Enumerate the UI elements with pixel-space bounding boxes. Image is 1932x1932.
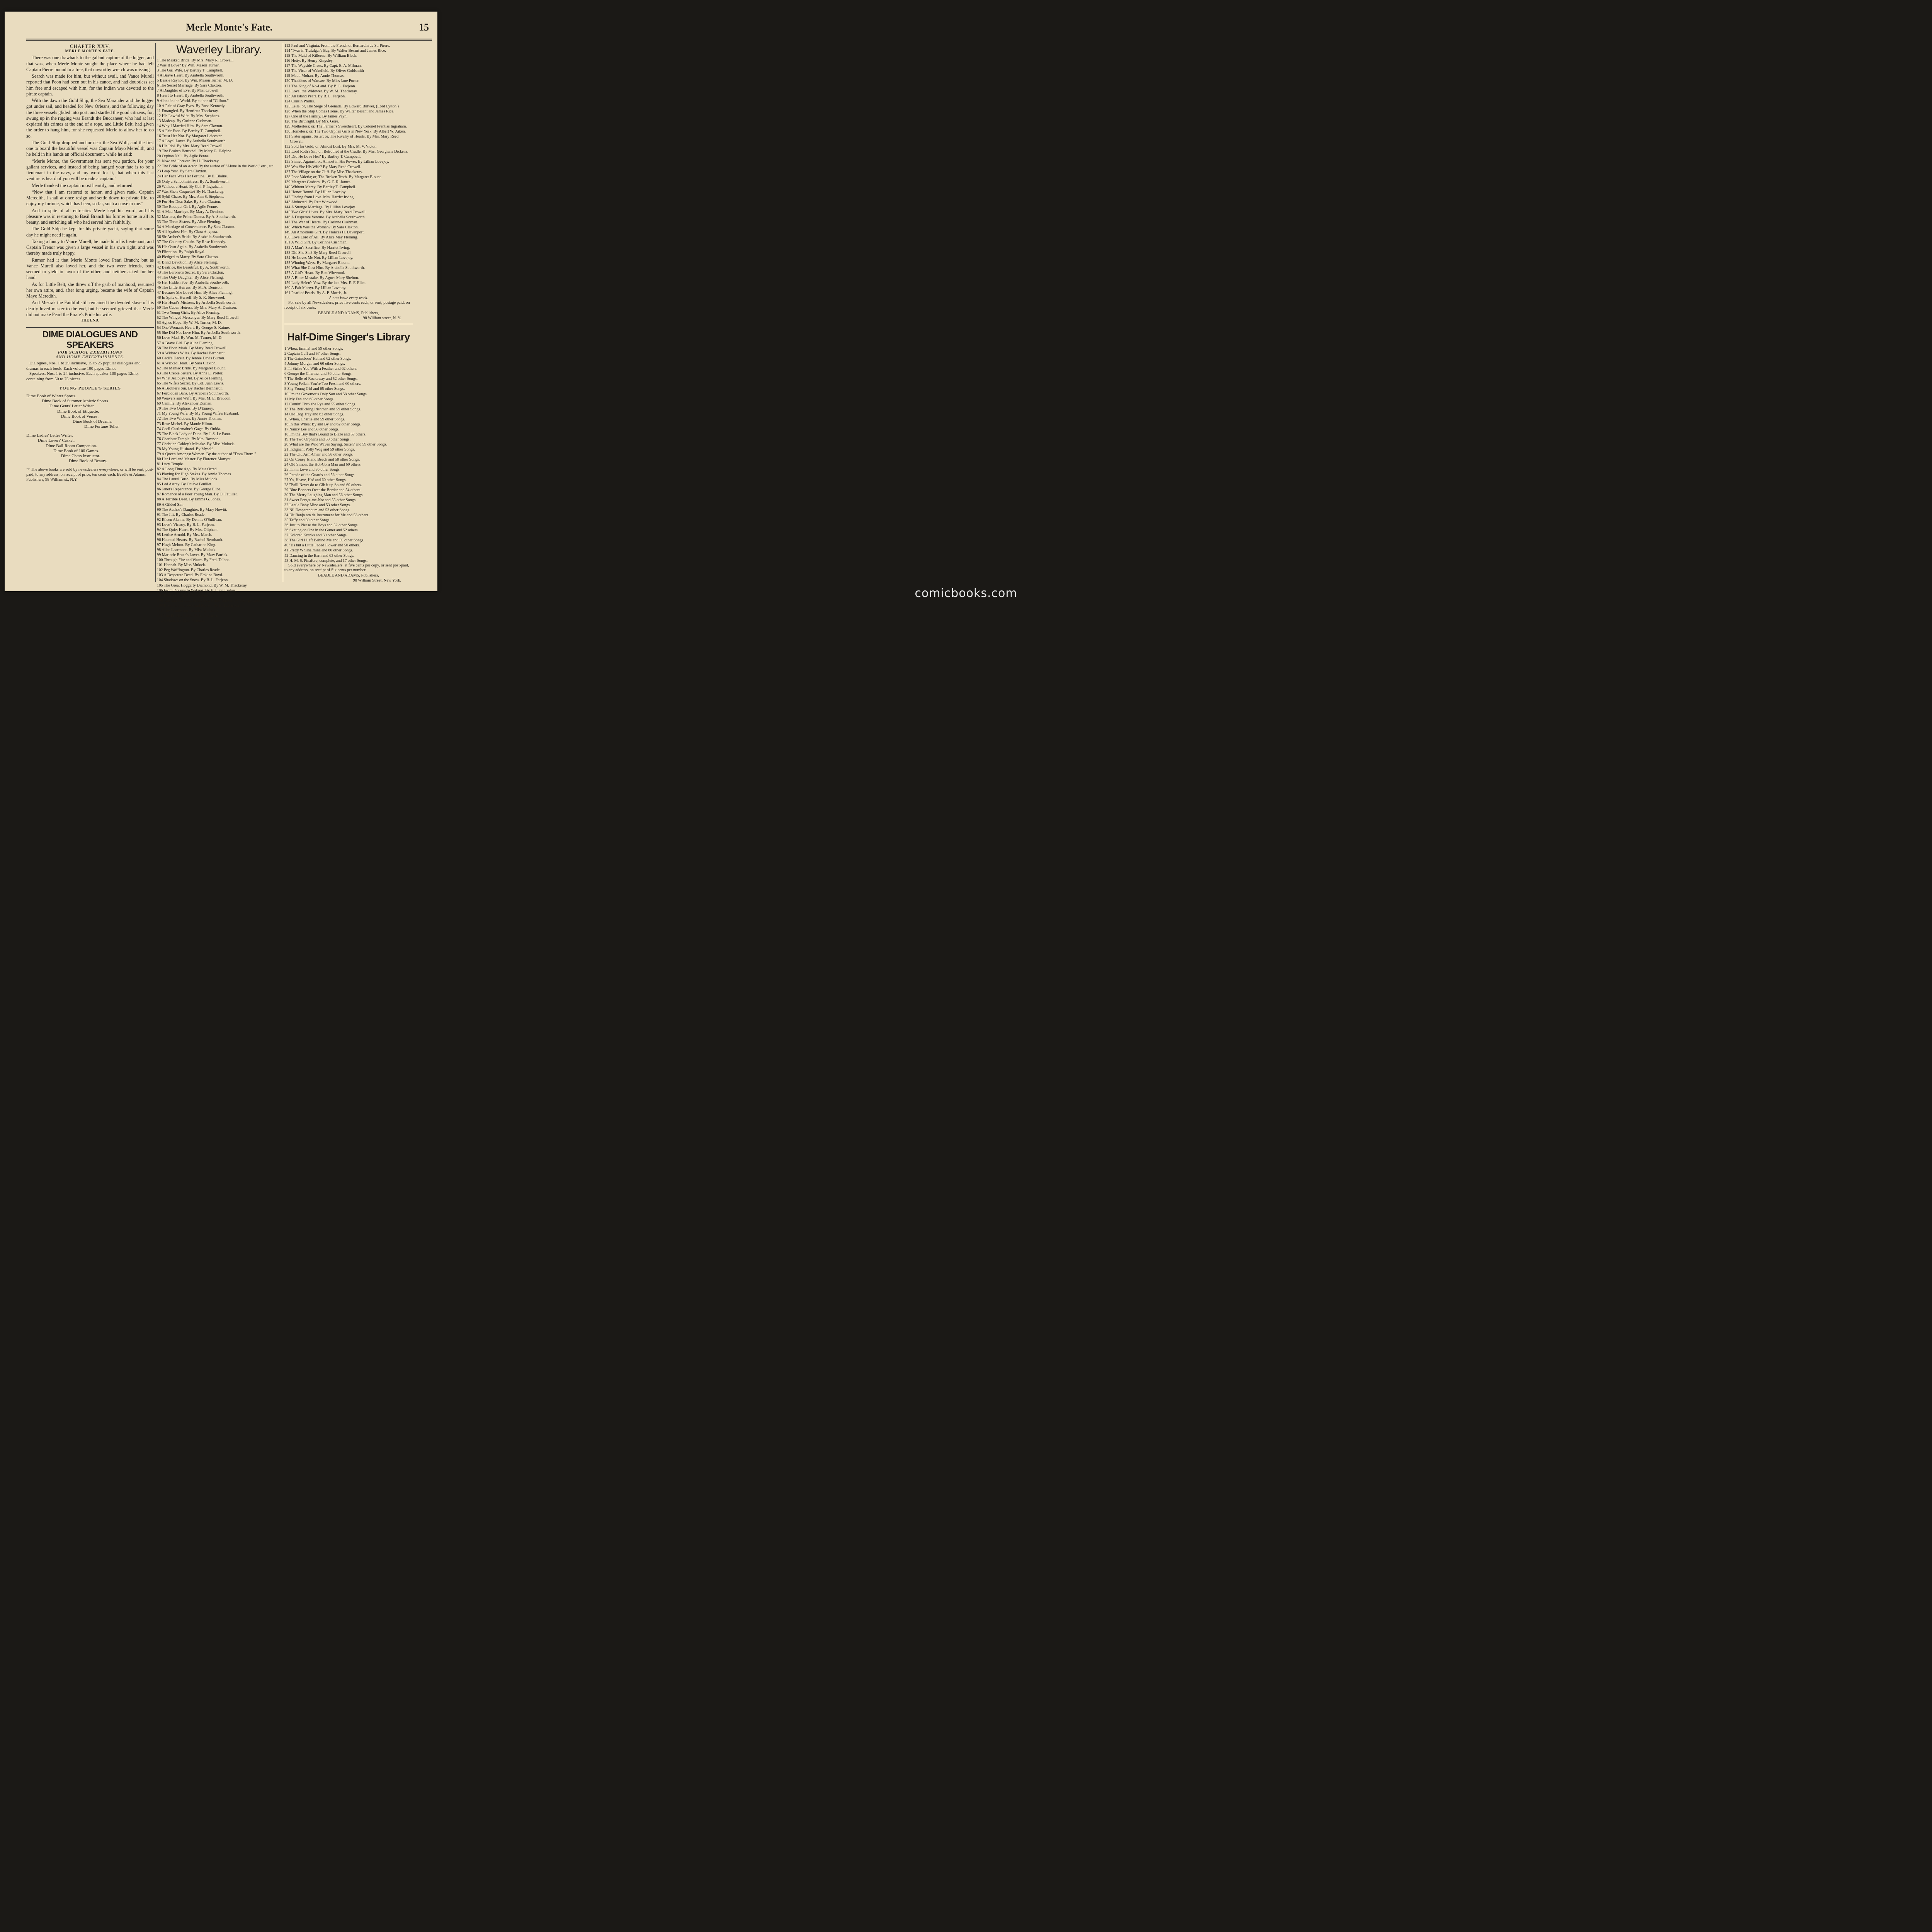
song-list-item: 8 Young Fellah, You're Too Fresh and 60 others. (284, 382, 361, 386)
waverley-list-item: 90 The Author's Daughter. By Mary Howitt. (157, 507, 227, 512)
waverley-list-item: 106 From Dreams to Waking. By E. Lynn Linton. (157, 588, 236, 593)
waverley-list-item: 74 Cecil Castlemaine's Gage. By Ouida. (157, 427, 221, 431)
waverley-list-item: 54 One Woman's Heart. By George S. Kaime. (157, 326, 230, 330)
waverley-list-item: 159 Lady Helen's Vow. By the late Mrs. E. F. Ellet. (284, 281, 366, 285)
waverley-list-item: 6 The Secret Marriage. By Sara Claxton. (157, 83, 222, 88)
story-paragraph: With the dawn the Gold Ship, the Sea Marauder and the lugger got under sail, and headed for New Orleans, and the following day the three vessels glided into port, and startled the good citizens, for, swung up in the rigging was Brandt the Buccaneer, who had at last expiated his crimes at the end of a rope, and Little Belt, had given the order to hang him, for she requested Merle to allow her to do so. (26, 98, 154, 139)
story-column (26, 43, 154, 583)
song-list-item: 40 'Tis but a Little Faded Flower and 50 others. (284, 543, 360, 548)
waverley-list-item: 29 For Her Dear Sake. By Sara Claxton. (157, 199, 221, 204)
waverley-list-item: 144 A Strange Marriage. By Lillian Lovejoy. (284, 205, 356, 209)
waverley-address: 98 William street, N. Y. (363, 316, 401, 320)
chapter-subtitle: MERLE MONTE'S FATE. (65, 49, 115, 54)
waverley-list-item: 71 My Young Wife. By My Young Wife's Husband. (157, 412, 239, 416)
waverley-list-item: 130 Homeless; or, The Two Orphan Girls in New York. By Albert W. Aiken. (284, 129, 406, 134)
waverley-list-item: 70 The Two Orphans. By D'Ennery. (157, 406, 214, 411)
waverley-list-item: 142 Fleeing from Love. Mrs. Harriet Irving. (284, 195, 355, 199)
waverley-list-item: 85 Led Astray. By Octave Feuillet. (157, 482, 213, 487)
waverley-list-item: 1 The Masked Bride. By Mrs. Mary R. Crowell. (157, 58, 234, 63)
waverley-list-item: 30 The Bouquet Girl. By Agile Penne. (157, 204, 218, 209)
newspaper-page (5, 12, 437, 623)
waverley-list-item: 36 Sir Archer's Bride. By Arabella Southworth. (157, 235, 232, 240)
waverley-list-item: 58 The Ebon Mask. By Mary Reed Crowell. (157, 346, 228, 350)
story-paragraph: “Merle Monte, the Government has sent you pardon, for your gallant services, and instead of being hanged your fate is to be a lieutenant in the navy, and my word for it, that when this last venture is heard of you will be made a captain.” (26, 158, 154, 182)
song-list-item: 13 The Rollicking Irishman and 59 other Songs. (284, 407, 361, 412)
waverley-list-item: 11 Entangled. By Henrietta Thackeray. (157, 109, 219, 113)
song-list-item: 11 My Fan and 65 other Songs. (284, 397, 335, 401)
series-book-title: Dime Fortune Teller (84, 424, 119, 429)
waverley-list-item: 124 Cousin Phillis. (284, 99, 315, 104)
waverley-list-item: 9 Alone in the World. By author of "Clifton." (157, 99, 229, 103)
series-book-title: Dime Book of Etiquette. (57, 409, 99, 414)
waverley-list-item: 151 A Wild Girl. By Corinne Cushman. (284, 240, 348, 245)
song-list-item: 35 Taffy and 50 other Songs. (284, 518, 331, 523)
waverley-list-item: 83 Playing for High Stakes. By Annie Thomas (157, 472, 231, 477)
waverley-list-item: 118 The Vicar of Wakefield. By Oliver Goldsmith (284, 69, 364, 73)
waverley-list-item: 25 Only a Schoolmistress. By A. Southworth. (157, 179, 230, 184)
story-paragraph: There was one drawback to the gallant capture of the lugger, and that was, when Merle Monte sought the place where he had left Captain Pierre bound to a tree, that unworthy wretch was missing. (26, 55, 154, 72)
young-peoples-series-heading: YOUNG PEOPLE'S SERIES (59, 386, 121, 391)
song-list-item: 38 The Girl I Left Behind Me and 50 other Songs. (284, 538, 364, 543)
waverley-list-item: 116 Hetty. By Henry Kingsley. (284, 59, 333, 63)
waverley-list-item: 138 Poor Valeria; or, The Broken Troth. By Margaret Blount. (284, 175, 382, 179)
waverley-list-item: 79 A Queen Amongst Women. By the author of "Dora Thorn." (157, 452, 256, 456)
waverley-list-item: 78 My Young Husband. By Myself. (157, 447, 214, 451)
song-list-item: 1 Whoa, Emma! and 59 other Songs. (284, 346, 343, 351)
singers-sale-note: Sold everywhere by Newsdealers, at five cents per copy, or sent post-paid, to any address, on receipt of Six cents per number. (284, 563, 409, 573)
song-list-item: 25 I'm in Love and 56 other Songs. (284, 468, 340, 472)
dime-dialogues-heading: DIME DIALOGUES AND SPEAKERS (42, 329, 138, 350)
waverley-list-item: 95 Lettice Arnold. By Mrs. Marsh. (157, 532, 212, 537)
page-title: Merle Monte's Fate. (185, 22, 273, 33)
series-book-title: Dime Book of Verses. (61, 414, 99, 419)
series-book-title (26, 429, 154, 433)
dime-ad-subtitle-2: AND HOME ENTERTAINMENTS. (56, 354, 124, 359)
waverley-list-item: 64 What Jealousy Did. By Alice Fleming. (157, 376, 223, 381)
third-column (284, 43, 413, 583)
waverley-list-item: 139 Margaret Graham. By G. P. R. James. (284, 180, 352, 184)
waverley-list-item: 91 The Jilt. By Charles Reade. (157, 512, 206, 517)
song-list-item: 26 Parade of the Guards and 56 other Songs. (284, 473, 355, 477)
waverley-list-item: 61 A Wicked Heart. By Sara Claxton. (157, 361, 217, 366)
song-list-item: 7 The Belle of Rockaway and 52 other Songs. (284, 377, 358, 381)
waverley-list-item: 27 Was She a Coquette? By H. Thackeray. (157, 189, 224, 194)
waverley-list-item: 129 Motherless; or, The Farmer's Sweetheart. By Colonel Prentiss Ingraham. (284, 124, 407, 129)
series-book-title: Dime Chess Instructor. (61, 454, 100, 459)
story-paragraph: And Mezrak the Faithful still remained the devoted slave of his dearly loved master to the end, but he seemed grieved that Merle did not make Pearl the Pirate's Pride his wife. (26, 300, 154, 317)
waverley-list-item: 89 A Gilded Sin. (157, 502, 184, 507)
waverley-list-item: 5 Bessie Raynor. By Wm. Mason Turner, M. D. (157, 78, 233, 83)
story-paragraph: Merle thanked the captain most heartily, and returned: (32, 182, 134, 188)
song-list-item: 36 Skating on One in the Gutter and 52 others. (284, 528, 359, 533)
waverley-list-item: 13 Madcap. By Corinne Cushman. (157, 119, 212, 123)
series-book-title: Dime Book of Beauty. (69, 459, 107, 464)
waverley-list-item: 20 Orphan Nell. By Agile Penne. (157, 154, 210, 159)
waverley-list-item: 21 Now and Forever. By H. Thackeray. (157, 159, 219, 164)
song-list-item: 17 Nancy Lee and 58 other Songs. (284, 427, 340, 432)
waverley-list-item: 102 Peg Woffington. By Charles Reade. (157, 568, 221, 573)
waverley-list-item: 141 Honor Bound. By Lillian Lovejoy. (284, 190, 347, 194)
waverley-list-item: 22 The Bride of an Actor. By the author of "Alone in the World," etc., etc. (157, 164, 275, 169)
waverley-list-item: 68 Weavers and Weft. By Mrs. M. E. Braddon. (157, 396, 231, 401)
waverley-list-item: 148 Which Was the Woman? By Sara Claxton. (284, 225, 359, 230)
waverley-list-item: 8 Heart to Heart. By Arabella Southworth. (157, 94, 224, 98)
song-list-item: 2 Captain Cuff and 57 other Songs. (284, 352, 341, 356)
song-list-item: 29 Blue Bonnets Over the Border and 54 others (284, 488, 361, 492)
waverley-list-part-1 (157, 58, 281, 623)
speakers-description: Speakers, Nos. 1 to 24 inclusive. Each speaker 100 pages 12mo, containing from 50 to 75 pieces. (26, 371, 139, 382)
waverley-list-item: 88 A Terrible Deed. By Emma G. Jones. (157, 497, 221, 502)
waverley-list-item: 127 One of the Family. By James Payn. (284, 114, 348, 119)
waverley-list-item: 47 Because She Loved Him. By Alice Fleming. (157, 290, 233, 295)
waverley-list-item: 155 Winning Ways. By Margaret Blount. (284, 260, 350, 265)
the-end: THE END. (81, 318, 99, 323)
series-book-title: Dime Ball-Room Companion. (46, 443, 97, 448)
waverley-list-item: 160 A Fair Martyr. By Lillian Lovejoy. (284, 286, 347, 290)
waverley-list-item: 126 When the Ship Comes Home. By Walter Besant and James Rice. (284, 109, 395, 114)
series-book-title: Dime Book of 100 Games. (53, 448, 99, 453)
waverley-list-item: 46 The Little Heiress. By M. A. Denison. (157, 285, 223, 290)
waverley-list-item: 19 The Broken Betrothal. By Mary G. Halpine. (157, 149, 232, 154)
waverley-list-item: 109 Bread-and-Cheese and Kisses. By B. L. Farjeon (157, 603, 240, 608)
waverley-list-item: 4 A Brave Heart. By Arabella Southworth. (157, 73, 224, 78)
song-list-item: 14 Old Dog Tray and 62 other Songs. (284, 412, 344, 417)
story-body (26, 55, 154, 318)
waverley-list-item: 161 Pearl of Pearls. By A. P. Morris, Jr. (284, 291, 347, 296)
waverley-list-item: 69 Camille. By Alexander Dumas. (157, 401, 212, 406)
new-issue-note: A new issue every week. (329, 296, 368, 301)
song-list-item: 10 I'm the Governor's Only Son and 58 other Songs. (284, 392, 368, 396)
waverley-list-item: 2 Was It Love? By Wm. Mason Turner. (157, 63, 220, 68)
waverley-list-item: 112 A Hero. By Miss Mulock. (157, 618, 205, 623)
series-book-title: Dime Gents' Letter Writer. (49, 404, 95, 409)
waverley-list-item: 56 Love-Mad. By Wm. M. Turner, M. D. (157, 336, 223, 340)
waverley-list-item: 93 Love's Victory. By B. L. Farjeon. (157, 522, 215, 527)
waverley-list-item: 7 A Daughter of Eve. By Mrs. Crowell. (157, 88, 219, 93)
waverley-list-item: 125 Leila; or, The Siege of Grenada. By Edward Bulwer, (Lord Lytton.) (284, 104, 399, 109)
waverley-sale-note: For sale by all Newsdealers, price five cents each, or sent, postage paid, on receipt of six cents. (284, 301, 410, 310)
page-number: 15 (419, 22, 429, 33)
story-paragraph: The Gold Ship dropped anchor near the Sea Wolf, and the first one to board the beautiful vessel was Captain Mayo Meredith, and he held in his hands an official document, while he said: (26, 139, 154, 157)
waverley-list-item: 63 The Creole Sisters. By Anna E. Porter. (157, 371, 223, 376)
waverley-list-item: 41 Blind Devotion. By Alice Fleming. (157, 260, 218, 265)
waverley-list-item: 135 Sinned Against; or, Almost in His Power. By Lillian Lovejoy. (284, 160, 389, 164)
waverley-list-item: 156 What She Cost Him. By Arabella Southworth. (284, 265, 365, 270)
waverley-list-item: 81 Lucy Temple. (157, 462, 184, 466)
waverley-list-item: 42 Beatrice, the Beautiful. By A. Southworth. (157, 265, 230, 270)
story-paragraph: The Gold Ship he kept for his private yacht, saying that some day he might need it again. (26, 226, 154, 238)
singers-publisher: BEADLE AND ADAMS, Publishers, (318, 573, 379, 578)
waverley-list-item: 101 Hannah. By Miss Mulock. (157, 563, 206, 568)
waverley-list-item: 51 Two Young Girls. By Alice Fleming. (157, 311, 221, 315)
waverley-list-item: 134 Did He Love Her? By Bartley T. Campbell. (284, 155, 361, 159)
series-book-title: Dime Book of Dreams. (73, 419, 112, 424)
waverley-list-item: 105 The Great Hoggarty Diamond. By W. M. Thackeray. (157, 583, 248, 588)
waverley-list-item: 153 Did She Sin? By Mary Reed Crowell. (284, 250, 352, 255)
waverley-list-item: 80 Her Lord and Master. By Florence Marryat. (157, 457, 232, 461)
waverley-list-item: 123 An Island Pearl. By B. L. Farjeon. (284, 94, 346, 99)
song-list-item: 20 What are the Wild Waves Saying, Sister? and 59 other Songs. (284, 442, 388, 447)
waverley-list-item: 84 The Laurel Bush. By Miss Mulock. (157, 477, 218, 482)
waverley-list-item: 152 A Man's Sacrifice. By Harriet Irving. (284, 245, 350, 250)
waverley-list-item: 28 Sybil Chase. By Mrs. Ann S. Stephens. (157, 194, 224, 199)
waverley-list-item: 120 Thaddeus of Warsaw. By Miss Jane Porter. (284, 79, 360, 83)
song-list-item: 9 Shy Young Girl and 65 other Songs. (284, 387, 345, 391)
waverley-list-item: 53 Agnes Hope. By W. M. Turner, M. D. (157, 321, 222, 325)
waverley-list-item: 17 A Loyal Lover. By Arabella Southworth. (157, 139, 227, 143)
waverley-list-item: 35 All Against Her. By Clara Augusta. (157, 230, 218, 235)
song-list-item: 41 Pretty Whilhelmina and 60 other Songs. (284, 548, 353, 553)
waverley-list-item: 33 The Three Sisters. By Alice Fleming. (157, 220, 221, 224)
waverley-list-item: 12 His Lawful Wife. By Mrs. Stephens. (157, 114, 220, 118)
waverley-list-item: 39 Flirtation. By Ralph Royal. (157, 250, 206, 255)
waverley-list-item: 131 Sister against Sister; or, The Rivalry of Hearts. By Mrs. Mary Reed Crowell. (284, 134, 399, 144)
waverley-list-item: 23 Leap Year. By Sara Claxton. (157, 169, 207, 174)
singers-library-list (284, 346, 413, 563)
waverley-list-item: 98 Alice Learmont. By Miss Mulock. (157, 548, 217, 553)
waverley-list-item: 137 The Village on the Cliff. By Miss Thackeray. (284, 170, 363, 174)
waverley-list-item: 34 A Marriage of Convenience. By Sara Claxton. (157, 225, 235, 230)
waverley-list-item: 100 Through Fire and Water. By Fred. Talbot. (157, 558, 230, 563)
song-list-item: 23 On Coney Island Beach and 58 other Songs. (284, 457, 360, 462)
song-list-item: 27 Yo, Heave, Ho! and 60 other Songs. (284, 478, 347, 482)
singers-address: 98 William Street, New York. (353, 578, 401, 583)
waverley-list-item: 76 Charlotte Temple. By Mrs. Rowson. (157, 437, 220, 441)
waverley-list-item: 37 The Country Cousin. By Rose Kennedy. (157, 240, 226, 245)
story-paragraph: As for Little Belt, she threw off the garb of manhood, resumed her own attire, and, after long urging, became the wife of Captain Mayo Meredith. (26, 281, 154, 299)
waverley-publisher: BEADLE AND ADAMS, Publishers, (318, 311, 379, 315)
watermark: comicbooks.com (915, 587, 1017, 600)
waverley-list-item: 140 Without Mercy. By Bartley T. Campbell. (284, 185, 356, 189)
story-paragraph: And in spite of all entreaties Merle kept his word, and his pleasure was in restoring to Basil Branch his former home in all its beauty, and enriching all who had served him faithfully. (26, 207, 154, 225)
song-list-item: 24 Old Simon, the Hot-Corn Man and 60 others. (284, 463, 362, 467)
waverley-list-item: 117 The Wayside Cross. By Capt. E. A. Milman. (284, 64, 362, 68)
song-list-item: 43 H. M. S. Pinafore, complete, and 17 other Songs. (284, 558, 368, 563)
song-list-item: 37 Kolored Kranks and 59 other Songs. (284, 533, 348, 538)
song-list-item: 31 Sweet Forget-me-Not and 55 other Songs. (284, 498, 357, 502)
series-book-title: Dime Lovers' Casket. (38, 438, 75, 443)
waverley-list-item: 157 A Girl's Heart. By Rett Winwood. (284, 270, 345, 275)
column-divider (155, 43, 156, 582)
waverley-column (157, 43, 281, 623)
waverley-list-item: 60 Cecil's Deceit. By Jennie Davis Burton. (157, 356, 225, 361)
waverley-list-item: 24 Her Face Was Her Fortune. By E. Blaine. (157, 174, 228, 179)
waverley-list-item: 99 Marjorie Bruce's Lover. By Mary Patrick. (157, 553, 228, 558)
song-list-item: 6 George the Charmer and 56 other Songs. (284, 372, 352, 376)
dime-ad-fine-print: ☞ The above books are sold by newsdealers everywhere, or will be sent, post-paid, to any address, on receipt of price, ten cents each. Beadle & Adams, Publishers, 98 William st., N.Y. (26, 468, 154, 482)
song-list-item: 42 Dancing in the Barn and 63 other Songs. (284, 553, 354, 558)
song-list-item: 33 Nil Desperandum and 53 other Songs. (284, 508, 350, 512)
waverley-list-item: 55 She Did Not Love Him. By Arabella Southworth. (157, 331, 241, 335)
waverley-list-item: 96 Haunted Hearts. By Rachel Bernhardt. (157, 537, 223, 542)
waverley-list-part-2 (284, 43, 413, 296)
waverley-list-item: 65 The Wife's Secret. By Col. Juan Lewis. (157, 381, 224, 386)
waverley-list-item: 94 The Quiet Heart. By Mrs. Oliphant. (157, 527, 219, 532)
waverley-list-item: 59 A Widow's Wiles. By Rachel Bernhardt. (157, 351, 226, 355)
song-list-item: 16 In this Wheat By and By and 62 other Songs. (284, 422, 362, 427)
header-rule-thin (26, 40, 432, 41)
song-list-item: 21 Indignant Polly Wog and 59 other Songs. (284, 447, 355, 452)
waverley-list-item: 50 The Cuban Heiress. By Mrs. Mary A. Denison. (157, 306, 237, 310)
waverley-list-item: 158 A Bitter Mistake. By Agnes Mary Shelton. (284, 276, 359, 280)
waverley-list-item: 26 Without a Heart. By Col. P. Ingraham. (157, 184, 223, 189)
waverley-list-item: 52 The Winged Messenger. By Mary Reed Crowell (157, 316, 239, 320)
waverley-list-item: 82 A Long Time Ago. By Meta Orred. (157, 467, 218, 472)
waverley-list-item: 32 Mariana, the Prima Donna. By A. Southworth. (157, 214, 236, 219)
waverley-list-item: 40 Pledged to Marry. By Sara Claxton. (157, 255, 219, 260)
song-list-item: 4 Johnny Morgan and 60 other Songs. (284, 362, 345, 366)
waverley-list-item: 122 Lovel the Widower. By W. M. Thackeray. (284, 89, 358, 94)
waverley-list-item: 3 The Girl Wife. By Bartley T. Campbell. (157, 68, 223, 73)
waverley-list-item: 136 Was She His Wife? By Mary Reed Crowell. (284, 165, 361, 169)
waverley-list-item: 10 A Pair of Gray Eyes. By Rose Kennedy. (157, 104, 226, 108)
song-list-item: 32 Leetle Baby Mine and 53 other Songs. (284, 503, 351, 507)
dime-ad-subtitle: FOR SCHOOL EXHIBITIONS (58, 350, 122, 355)
waverley-list-item: 15 A Fair Face. By Bartley T. Campbell. (157, 129, 221, 133)
waverley-list-item: 73 Rose Michel. By Maude Hilton. (157, 422, 213, 426)
waverley-list-item: 133 Lord Roth's Sin; or, Betrothed at the Cradle. By Mrs. Georgiana Dickens. (284, 150, 408, 154)
chapter-heading: CHAPTER XXV. (70, 43, 111, 49)
song-list-item: 22 The Old Arm-Chair and 58 other Songs. (284, 452, 354, 457)
waverley-list-item: 154 He Loves Me Not. By Lillian Lovejoy. (284, 255, 354, 260)
story-paragraph: Taking a fancy to Vance Murell, he made him his lieutenant, and Captain Trenor was given a large vessel in his own right, and was thereby made truly happy. (26, 238, 154, 256)
half-dime-singers-heading: Half-Dime Singer's Library (287, 331, 410, 343)
waverley-list-item: 77 Christian Oakley's Mistake. By Miss Mulock. (157, 442, 235, 446)
waverley-list-item: 48 In Spite of Herself. By S. R. Sherwood. (157, 295, 225, 300)
waverley-list-item: 114 'Twas in Trafalgar's Bay. By Walter Besant and James Rice. (284, 49, 386, 53)
waverley-list-item: 143 Abducted. By Rett Winwood. (284, 200, 338, 204)
waverley-list-item: 149 An Ambitious Girl. By Frances H. Davenport. (284, 230, 365, 235)
song-list-item: 30 The Merry Laughing Man and 56 other Songs. (284, 493, 364, 497)
waverley-list-item: 57 A Brave Girl. By Alice Fleming. (157, 341, 214, 345)
dialogues-description: Dialogues, Nos. 1 to 29 inclusive, 15 to 25 popular dialogues and dramas in each book. Each volume 100 pages 12mo. (26, 361, 141, 371)
story-paragraph: Rumor had it that Merle Monte loved Pearl Branch; but as Vance Murell also loved her, and the two were friends, both seemed to yield in favor of the other, and neither asked for her hand. (26, 257, 154, 281)
waverley-list-item: 145 Two Girls' Lives. By Mrs. Mary Reed Crowell. (284, 210, 367, 215)
waverley-list-item: 16 Trust Her Not. By Margaret Leicester. (157, 134, 223, 138)
waverley-list-item: 31 A Mad Marriage. By Mary A. Denison. (157, 209, 224, 214)
waverley-list-item: 103 A Desperate Deed. By Erskine Boyd. (157, 573, 223, 578)
waverley-list-item: 111 The Brother's Bet. By E. F. Carter. (157, 613, 218, 618)
story-paragraph: “Now that I am restored to honor, and given rank, Captain Meredith, I shall at once resign and settle down to private life, to enjoy my fortune, which has been, so far, such a curse to me.” (26, 189, 154, 207)
waverley-list-item: 150 Love Lord of All. By Alice May Fleming. (284, 235, 358, 240)
waverley-list-item: 86 Janet's Repentance. By George Eliot. (157, 487, 221, 492)
section-rule (26, 327, 154, 328)
waverley-list-item: 107 Poor Zeph. By F. W. Robinson. (157, 593, 214, 598)
waverley-list-item: 38 His Own Again. By Arabella Southworth. (157, 245, 228, 250)
waverley-list-item: 104 Shadows on the Snow. By B. L. Farjeon. (157, 578, 229, 583)
waverley-list-item: 66 A Brother's Sin. By Rachel Bernhardt. (157, 386, 223, 391)
waverley-library-heading: Waverley Library. (176, 43, 262, 56)
waverley-list-item: 45 Her Hidden Foe. By Arabella Southworth. (157, 280, 230, 285)
young-peoples-series-list (26, 394, 154, 464)
waverley-list-item: 115 The Maid of Killeena. By William Black. (284, 54, 357, 58)
waverley-list-item: 87 Romance of a Poor Young Man. By O. Feuillet. (157, 492, 238, 497)
page-header (26, 19, 432, 38)
waverley-list-item: 43 The Baronet's Secret. By Sara Claxton. (157, 270, 224, 275)
song-list-item: 28 'Twill Never do to Gib it up So and 60 others. (284, 483, 362, 487)
waverley-list-item: 119 Maud Mohan. By Annie Thomas. (284, 74, 345, 78)
song-list-item: 36 Just to Please the Boys and 52 other Songs. (284, 523, 359, 528)
song-list-item: 5 I'll Strike You With a Feather and 62 others. (284, 367, 357, 371)
series-book-title: Dime Ladies' Letter Writer. (26, 433, 73, 438)
waverley-list-item: 128 The Birthright. By Mrs. Gore. (284, 119, 339, 124)
waverley-list-item: 146 A Desperate Venture. By Arabella Southworth. (284, 215, 366, 220)
song-list-item: 3 The Gainsboro' Hat and 62 other Songs. (284, 357, 351, 361)
series-book-title: Dime Book of Summer Athletic Sports (42, 399, 108, 404)
waverley-list-item: 49 His Heart's Mistress. By Arabella Southworth. (157, 301, 236, 305)
song-list-item: 19 The Two Orphans and 59 other Songs. (284, 437, 351, 442)
story-paragraph: Search was made for him, but without avail, and Vance Murell reported that Peon had been out in his canoe, and had doubtless set him free and escaped with him, for the Indian was devoted to the pirate captain. (26, 73, 154, 97)
waverley-list-item: 113 Paul and Virginia. From the French of Bernardin de St. Pierre. (284, 44, 390, 48)
waverley-list-item: 110 The Wandering Heir. By C. Reade. (157, 608, 219, 613)
waverley-list-item: 62 The Maniac Bride. By Margaret Blount. (157, 366, 226, 371)
waverley-list-item: 97 Hugh Melton. By Catharine King. (157, 543, 216, 547)
waverley-list-item: 44 The Only Daughter. By Alice Fleming. (157, 275, 224, 280)
waverley-list-item: 14 Why I Married Him. By Sara Claxton. (157, 124, 223, 128)
song-list-item: 15 Whoa, Charlie and 59 other Songs. (284, 417, 345, 422)
song-list-item: 34 Dit Banjo am de Instrument for Me and 53 others. (284, 513, 369, 518)
waverley-list-item: 72 The Two Widows. By Annie Thomas. (157, 417, 222, 421)
waverley-list-item: 92 Eileen Alanna. By Dennis O'Sullivan. (157, 517, 222, 522)
waverley-list-item: 108 The Sad Fortunes of the Rev. Amos Barton. By George Eliot. (157, 598, 262, 603)
series-book-title: Dime Book of Winter Sports. (26, 393, 77, 398)
waverley-list-item: 18 His Idol. By Mrs. Mary Reed Crowell. (157, 144, 224, 149)
waverley-list-item: 147 The War of Hearts. By Corinne Cushman. (284, 220, 358, 225)
song-list-item: 12 Comin' Thro' the Rye and 55 other Songs. (284, 402, 356, 406)
waverley-list-item: 75 The Black Lady of Duna. By J. S. Le Fanu. (157, 432, 231, 436)
waverley-list-item: 121 The King of No-Land. By B. L. Farjeon. (284, 84, 356, 88)
waverley-list-item: 67 Forbidden Bans. By Arabella Southworth. (157, 391, 229, 396)
waverley-list-item: 132 Sold for Gold; or, Almost Lost. By Mrs. M. V. Victor. (284, 145, 377, 149)
song-list-item: 18 I'm the Boy that's Bound to Blaze and 57 others. (284, 432, 367, 437)
